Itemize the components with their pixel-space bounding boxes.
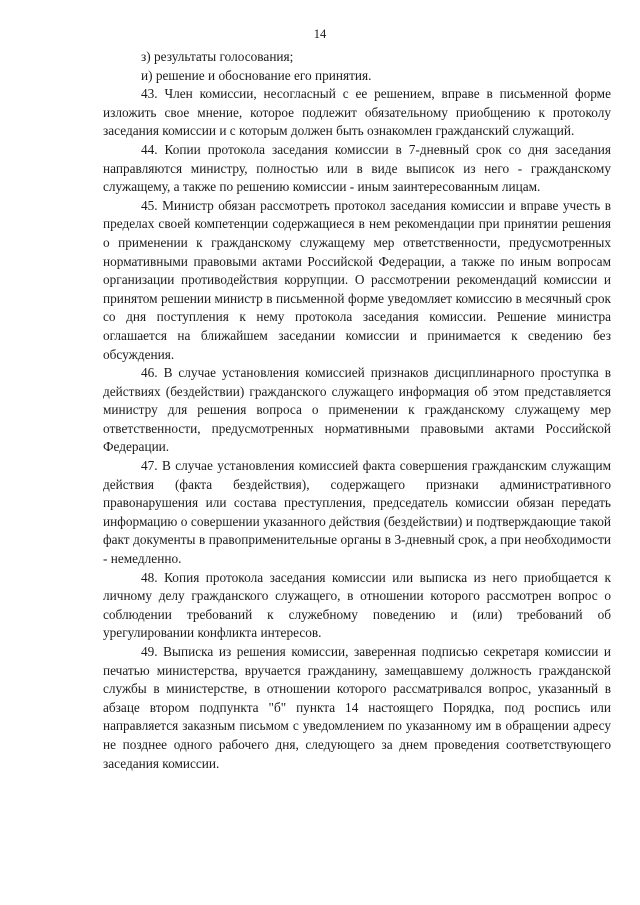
document-body: [103, 48, 611, 773]
subclause-z: з) результаты голосования;: [141, 49, 294, 64]
clause-46: 46. В случае установления комиссией признаков дисциплинарного проступка в действиях (бездействии) гражданского служащего информация об этом представляется министру для решения вопроса о применении к гражданскому служащему мер ответственности, предусмотренных нормативными правовыми актами Российской Федерации.: [103, 365, 611, 455]
clause-45: 45. Министр обязан рассмотреть протокол заседания комиссии и вправе учесть в пределах своей компетенции содержащиеся в нем рекомендации при принятии решения о применении к гражданскому служащему мер ответственности, предусмотренных нормативными правовыми актами Российской Федерации, а также по иным вопросам организации противодействия коррупции. О рассмотрении рекомендаций комиссии и принятом решении министр в письменной форме уведомляет комиссию в месячный срок со дня поступления к нему протокола заседания комиссии. Решение министра оглашается на ближайшем заседании комиссии и принимается к сведению без обсуждения.: [103, 197, 611, 362]
clause-47: 47. В случае установления комиссией факта совершения гражданским служащим действия (факта бездействия), содержащего признаки административного правонарушения или состава преступления, председатель комиссии обязан передать информацию о совершении указанного действия (бездействии) и подтверждающие такой факт документы в правоприменительные органы в 3-дневный срок, а при необходимости - немедленно.: [103, 458, 611, 567]
clause-48: 48. Копия протокола заседания комиссии или выписка из него приобщается к личному делу гражданского служащего, в отношении которого рассмотрен вопрос о соблюдении требований к служебному поведению и (или) требований об урегулировании конфликта интересов.: [103, 569, 611, 641]
clause-49: 49. Выписка из решения комиссии, заверенная подписью секретаря комиссии и печатью министерства, вручается гражданину, замещавшему должность гражданской службы в министерстве, в отношении которого рассматривался вопрос, указанный в абзаце втором подпункта "б" пункта 14 настоящего Порядка, под роспись или направляется заказным письмом с уведомлением по указанному им в обращении адресу не позднее одного рабочего дня, следующего за днем проведения соответствующего заседания комиссии.: [103, 644, 611, 771]
page-number: 14: [313, 27, 327, 41]
clause-44: 44. Копии протокола заседания комиссии в 7-дневный срок со дня заседания направляются министру, полностью или в виде выписок из него - гражданскому служащему, а также по решению комиссии - иным заинтересованным лицам.: [103, 141, 611, 195]
subclause-i: и) решение и обоснование его принятия.: [141, 67, 372, 83]
clause-43: 43. Член комиссии, несогласный с ее решением, вправе в письменной форме изложить свое мнение, которое подлежит обязательному приобщению к протоколу заседания комиссии и с которым должен быть ознакомлен гражданский служащий.: [103, 86, 611, 139]
